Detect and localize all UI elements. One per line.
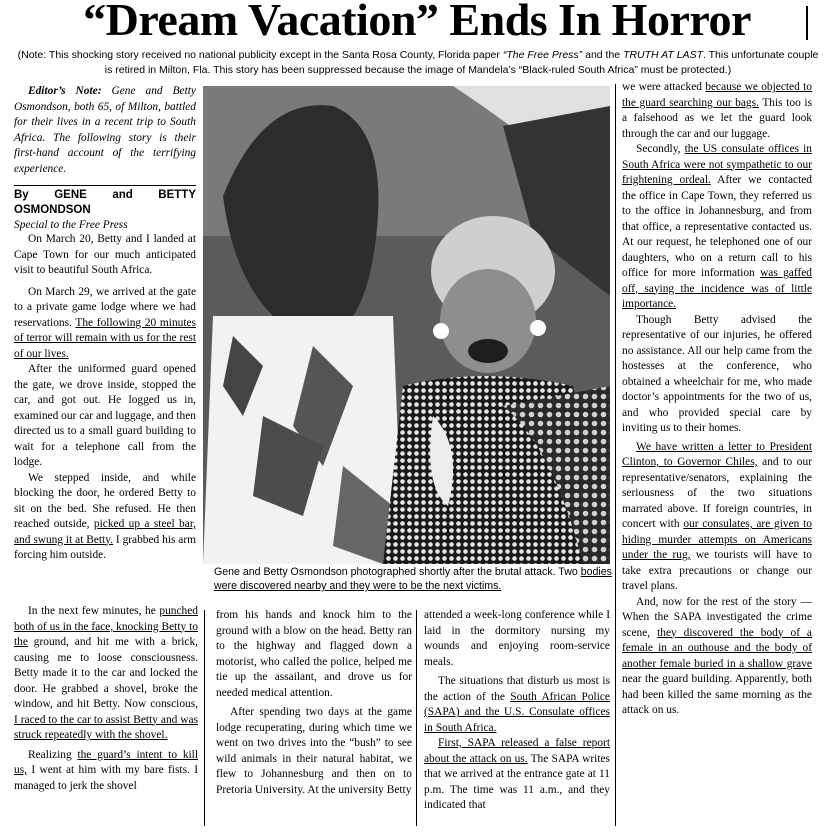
paragraph: Realizing the guard’s intent to kill us, I went at him with my bare fists. I managed to jerk the shovel [14, 748, 199, 792]
column-5 [622, 80, 812, 719]
column-divider [615, 84, 616, 826]
couple-photo [203, 86, 610, 564]
byline-credit: Special to the Free Press [14, 219, 128, 231]
byline: By GENE and BETTY OSMONDSON [14, 185, 196, 218]
publication-note: (Note: This shocking story received no national publicity except in the Santa Rosa County, Florida paper “The Free Press” and the TRUTH AT LAST. This unfortunate couple is retired in Milton, Fla. This story has been suppressed because the image of Mandela’s “Black-ruled South Africa” must be protected.) [17, 49, 819, 76]
editors-note: Editor’s Note: Gene and Betty Osmondson, both 65, of Milton, battled for their lives in a recent trip to South Africa. The following story is their first-hand account of the terrifying experience. [14, 85, 196, 175]
paragraph: We have written a letter to President Clinton, to Governor Chiles, and to our representative/senators, explaining the seriousness of the two situations marrated above. If foreign countries, in concert with our consulates, are given to hiding murder attempts on Americans under the rug, we tourists will have to take extra precautions or change our travel plans. [622, 440, 812, 592]
column-2 [14, 604, 198, 794]
paragraph: On March 20, Betty and I landed at Cape Town for our much anticipated visit to beautiful South Africa. [14, 233, 196, 276]
paragraph: The situations that disturb us most is the action of the South African Police (SAPA) and the U.S. Consulate offices in South Africa. [424, 675, 610, 734]
paragraph: from his hands and knock him to the ground with a blow on the head. Betty ran to the highway and flagged down a motorist, who called the police, helped me tie up the assailant, and drove us for needed medical attention. [216, 609, 412, 699]
photo-caption: Gene and Betty Osmondson photographed shortly after the brutal attack. Two bodies were discovered nearby and they were to be the next victims. [214, 566, 612, 592]
photo-image [203, 86, 610, 564]
paragraph: First, SAPA released a false report about the attack on us. The SAPA writes that we arrived at the entrance gate at 11 p.m. The time was 11 a.m., and they indicated that [424, 737, 610, 811]
paragraph: We stepped inside, and while blocking the door, he ordered Betty to sit on the bed. She refused. He then reached outside, picked up a steel bar, and swung it at Betty. I grabbed his arm forcing him outside. [14, 471, 197, 561]
column-divider [416, 610, 417, 826]
paragraph: we were attacked because we objected to the guard searching our bags. This too is a falsehood as we let the guard look through the car and our luggage. [622, 81, 812, 140]
paragraph: After spending two days at the game lodge recuperating, during which time we went on two drives into the “bush” to see wild animals in their natural habitat, we flew to Johannesburg and then on to Pretoria University. At the university Betty [216, 706, 412, 796]
paragraph: On March 29, we arrived at the gate to a private game lodge where we had reservations. The following 20 minutes of terror will remain with us for the rest of our lives. [14, 285, 196, 360]
paragraph: After the uniformed guard opened the gate, we drove inside, stopped the car, and got out. He logged us in, examined our car and luggage, and then directed us to a small guard building to wait for a telephone call from the lodge. [14, 363, 196, 468]
headline-rule [806, 6, 808, 40]
column-1 [14, 84, 196, 564]
column-divider [204, 610, 205, 826]
column-4 [424, 608, 610, 814]
headline: “Dream Vacation” Ends In Horror [83, 0, 751, 45]
paragraph: In the next few minutes, he punched both of us in the face, knocking Betty to the ground, and hit me with a brick, causing me to loose consciousness. Betty made it to the car and locked the door. He grabbed a shovel, broke the window, and hit Betty. Now conscious, I raced to the car to assist Betty and was struck repeatedly with the shovel. [14, 605, 198, 741]
paragraph: Though Betty advised the representative of our injuries, he offered no assistance. All our help came from the hostesses at the conference, who obtained a wheelchair for me, who made doctor’s appointments for the two of us, and who provided special care by inviting us to their homes. [622, 313, 812, 434]
paragraph: Secondly, the US consulate offices in South Africa were not sympathetic to our frightening ordeal. After we contacted the office in Cape Town, they referred us to the office in Johannesburg, and from that office, a representative contacted us. At our request, he telephoned one of our daughters, who on a return call to his office for more information was gaffed off, saying the incidence was of little importance. [622, 143, 812, 310]
paragraph: attended a week-long conference while I laid in the dormitory nursing my wounds and enjoying room-service meals. [424, 609, 610, 668]
paragraph: And, now for the rest of the story — When the SAPA investigated the crime scene, they discovered the body of a female in an outhouse and the body of another female buried in a shallow grave near the guard building. Apparently, both had been killed the same morning as the attack on us. [622, 595, 812, 716]
column-3 [216, 608, 412, 798]
